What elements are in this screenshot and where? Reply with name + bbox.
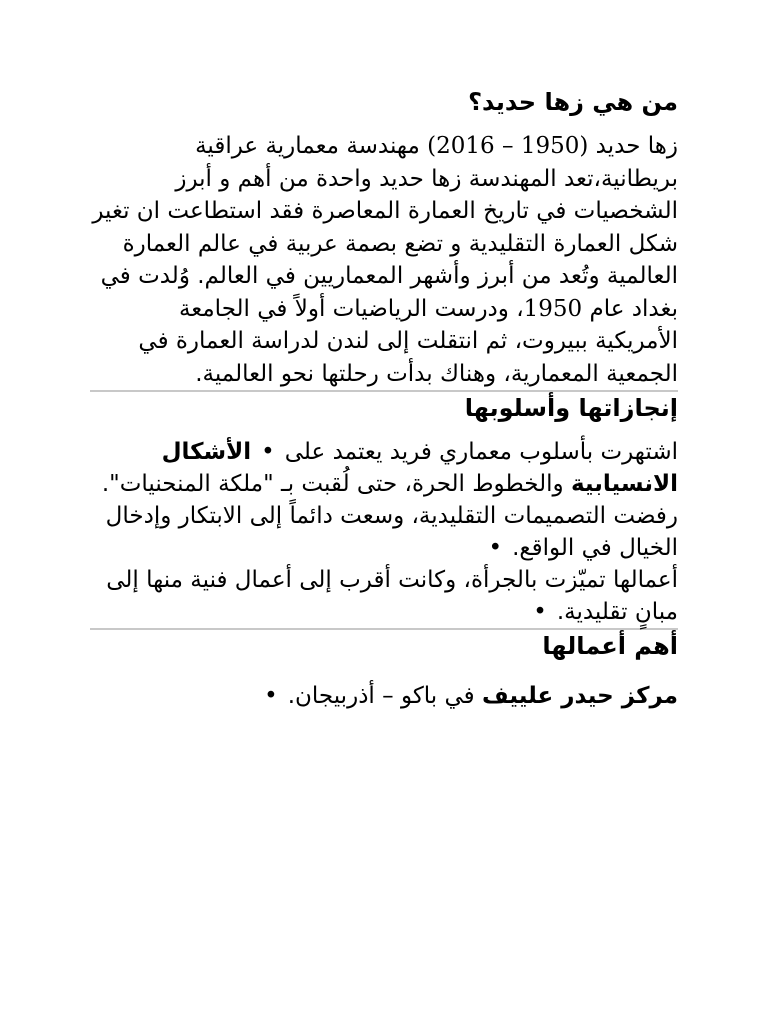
document-page (90, 86, 678, 712)
intro-years: (1950 – 2016) (427, 133, 589, 159)
intro-body: مهندسة معمارية عراقية بريطانية،تعد المهندسة زها حديد واحدة من أهم و أبرز الشخصيات في تاريخ العمارة المعاصرة فقد استطاعت ان تغير شكل العمارة التقليدية و تضع بصمة عربية في عالم العمارة العالمية وتُعد من أبرز وأشهر المعماريين في العالم. وُلدت في بغداد عام (92, 133, 678, 322)
achievements-list (90, 436, 678, 628)
bullet-icon: • (264, 683, 278, 709)
intro-body-end: ، ودرست الرياضيات أولاً في الجامعة الأمريكية ببيروت، ثم انتقلت إلى لندن لدراسة العمارة في الجمعية المعمارية، وهناك بدأت رحلتها نحو العالمية. (138, 295, 678, 387)
section-heading-intro: من هي زها حديد؟ (468, 88, 678, 116)
bullet-icon: • (261, 439, 275, 465)
work-1-bold: مركز حيدر علييف (481, 683, 678, 709)
achievement-2-text: رفضت التصميمات التقليدية، وسعت دائماً إلى الابتكار وإدخال الخيال في الواقع. (105, 503, 678, 561)
section-heading-achievements: إنجازاتها وأسلوبها (464, 394, 678, 422)
intro-paragraph (90, 130, 678, 390)
intro-year-born: 1950 (523, 295, 583, 322)
achievement-1-after: والخطوط الحرة، حتى لُقبت بـ "ملكة المنحنيات". (101, 471, 564, 497)
list-item (90, 564, 678, 628)
achievement-1-before: اشتهرت بأسلوب معماري فريد يعتمد على (284, 439, 678, 465)
works-list (90, 680, 678, 712)
list-item (90, 680, 678, 712)
section-heading-works: أهم أعمالها (542, 632, 678, 660)
list-item (90, 500, 678, 564)
bullet-icon: • (533, 599, 547, 625)
work-1-rest: في باكو – أذربيجان. (287, 683, 475, 709)
intro-name: زها حديد (595, 133, 678, 159)
achievement-3-text: أعمالها تميّزت بالجرأة، وكانت أقرب إلى أعمال فنية منها إلى مبانٍ تقليدية. (106, 567, 678, 625)
bullet-icon: • (488, 535, 503, 561)
list-item (90, 436, 678, 500)
achievement-1-bold: الأشكال الانسيابية (161, 439, 678, 497)
